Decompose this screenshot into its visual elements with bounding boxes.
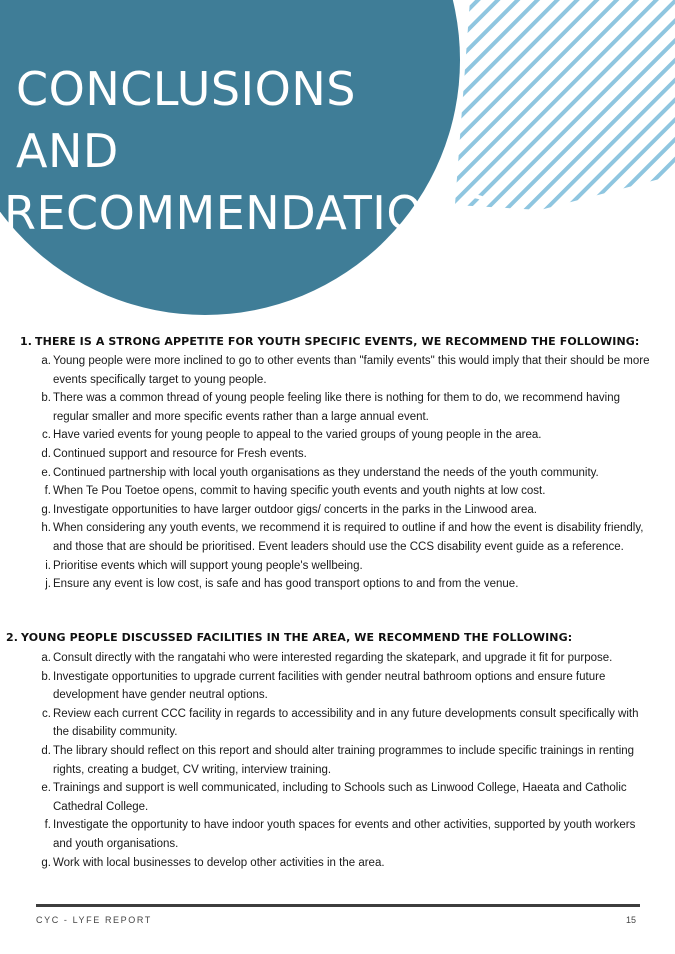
- item-text: Review each current CCC facility in regards to accessibility and in any future developments consult specifically with the disability community.: [53, 707, 639, 739]
- item-text: Have varied events for young people to appeal to the varied groups of young people in the area.: [53, 429, 542, 442]
- item-text: Investigate opportunities to have larger outdoor gigs/ concerts in the parks in the Linwood area.: [53, 503, 537, 516]
- recommendation-item: [40, 816, 655, 853]
- item-text: When Te Pou Toetoe opens, commit to having specific youth events and youth nights at low cost.: [53, 485, 546, 498]
- recommendation-item: [40, 482, 655, 501]
- item-text: There was a common thread of young people feeling like there is nothing for them to do, we recommend having regular smaller and more specific events rather than a large annual event.: [53, 392, 621, 423]
- item-letter: j.: [45, 578, 51, 591]
- recommendation-item: [40, 426, 655, 445]
- item-text: The library should reflect on this report and should alter training programmes to include specific trainings in renting rights, creating a budget, CV writing, interview training.: [53, 744, 635, 776]
- item-letter: f.: [44, 485, 51, 498]
- item-text: Investigate opportunities to upgrade current facilities with gender neutral bathroom options and ensure future development have gender neutral options.: [53, 670, 606, 702]
- recommendation-item: [40, 668, 655, 705]
- item-text: Consult directly with the rangatahi who were interested regarding the skatepark, and upgrade it fit for purpose.: [53, 652, 613, 664]
- item-text: Continued partnership with local youth organisations as they understand the needs of the youth community.: [53, 466, 599, 479]
- item-letter: e.: [41, 782, 51, 795]
- recommendation-item: [40, 779, 655, 816]
- item-text: When considering any youth events, we recommend it is required to outline if and how the event is disability friendly, and those that are should be prioritised. Event leaders should use the CCS disability event guide as a reference.: [53, 522, 644, 553]
- item-text: Young people were more inclined to go to other events than "family events" this would imply that their should be more events specifically target to young people.: [53, 355, 650, 386]
- item-text: Prioritise events which will support young people's wellbeing.: [53, 559, 363, 572]
- item-letter: d.: [41, 744, 51, 757]
- page-title-line-1: CONCLUSIONS AND: [16, 62, 356, 178]
- recommendation-item: [40, 389, 655, 426]
- recommendation-item: [40, 705, 655, 742]
- section-1-heading: [20, 335, 639, 348]
- item-text: Ensure any event is low cost, is safe and has good transport options to and from the venue.: [53, 578, 519, 591]
- item-letter: g.: [41, 503, 51, 516]
- item-letter: g.: [41, 856, 51, 869]
- recommendation-item: [40, 519, 655, 556]
- recommendation-item: [40, 854, 655, 873]
- section-1-heading-text: THERE IS A STRONG APPETITE FOR YOUTH SPECIFIC EVENTS, WE RECOMMEND THE FOLLOWING:: [35, 335, 640, 348]
- item-letter: f.: [44, 819, 51, 832]
- footer-report-name: CYC - LYFE REPORT: [36, 915, 152, 925]
- item-letter: i.: [45, 559, 51, 572]
- recommendation-item: [40, 575, 655, 594]
- item-letter: b.: [41, 392, 51, 405]
- section-2-recommendations: [40, 649, 655, 872]
- recommendation-item: [40, 445, 655, 464]
- footer-divider: [36, 904, 640, 907]
- item-letter: b.: [41, 670, 51, 683]
- section-2-heading: [6, 631, 572, 644]
- section-2-number: 2.: [6, 631, 19, 644]
- item-letter: a.: [41, 652, 51, 664]
- recommendation-item: [40, 742, 655, 779]
- item-letter: d.: [41, 447, 51, 460]
- item-text: Work with local businesses to develop other activities in the area.: [53, 856, 385, 869]
- recommendation-item: [40, 649, 655, 668]
- item-letter: a.: [41, 355, 51, 367]
- item-text: Continued support and resource for Fresh events.: [53, 447, 307, 460]
- item-letter: h.: [41, 522, 51, 535]
- recommendation-item: [40, 352, 655, 389]
- item-letter: e.: [41, 466, 51, 479]
- page-title-line-2: RECOMMENDATIONS: [4, 186, 488, 240]
- item-letter: c.: [42, 429, 51, 442]
- section-1-number: 1.: [20, 335, 33, 348]
- diagonal-stripes: [440, 0, 675, 215]
- item-text: Trainings and support is well communicated, including to Schools such as Linwood College, Haeata and Catholic Cathedral College.: [53, 782, 627, 813]
- page-title: [0, 58, 488, 244]
- section-2-heading-text: YOUNG PEOPLE DISCUSSED FACILITIES IN THE AREA, WE RECOMMEND THE FOLLOWING:: [21, 631, 573, 644]
- section-1-recommendations: [40, 352, 655, 594]
- item-text: Investigate the opportunity to have indoor youth spaces for events and other activities, supported by youth workers and youth organisations.: [53, 819, 636, 850]
- recommendation-item: [40, 464, 655, 483]
- recommendation-item: [40, 557, 655, 576]
- item-letter: c.: [42, 707, 51, 720]
- page-number: 15: [626, 915, 637, 925]
- recommendation-item: [40, 501, 655, 520]
